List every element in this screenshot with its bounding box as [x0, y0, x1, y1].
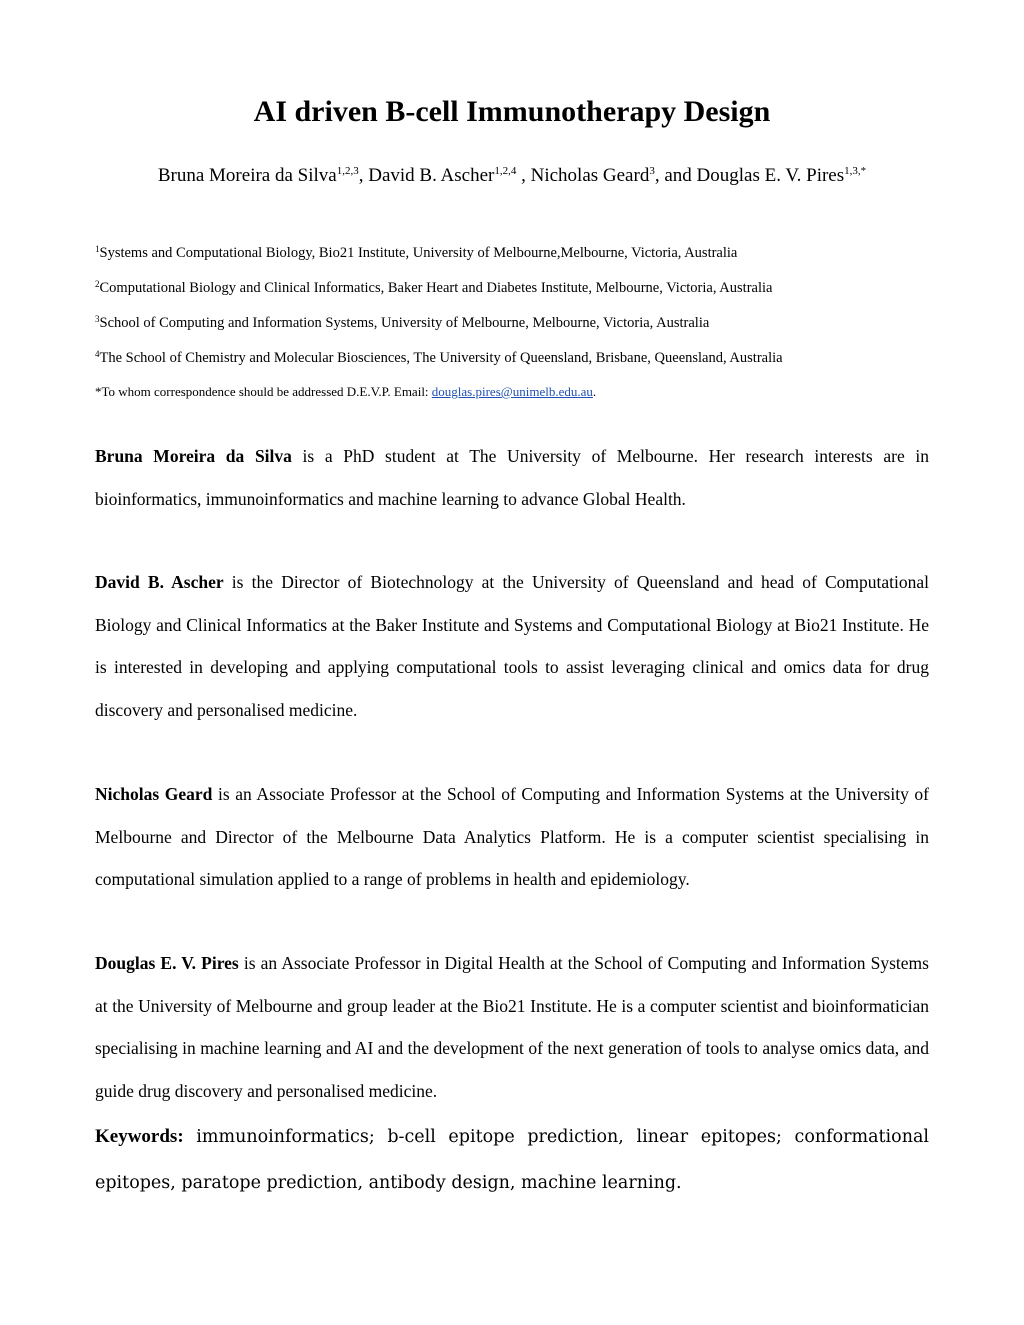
bio-paragraph [95, 561, 929, 731]
affiliation-text: School of Computing and Information Systems, University of Melbourne, Melbourne, Victoria, Australia [99, 315, 710, 331]
author-name: Douglas E. V. Pires [696, 165, 845, 186]
affiliation-text: Systems and Computational Biology, Bio21 Institute, University of Melbourne,Melbourne, Victoria, Australia [99, 245, 738, 261]
author-separator: , and [654, 165, 697, 186]
bio-name: Nicholas Geard [95, 784, 213, 804]
email-link[interactable]: douglas.pires@unimelb.edu.au [431, 384, 593, 399]
author-name: David B. Ascher [368, 165, 495, 186]
author-affiliation-marks: 1,2,3 [336, 165, 359, 177]
affiliation-2 [95, 278, 945, 298]
keywords-section [95, 1114, 929, 1206]
author-name: Bruna Moreira da Silva [157, 165, 337, 186]
bio-text: is an Associate Professor in Digital Health at the School of Computing and Information Systems at the University of Melbourne and group leader at the Bio21 Institute. He is a computer scientist and bioinformatician specialising in machine learning and AI and the development of the next generation of tools to analyse omics data, and guide drug discovery and personalised medicine. [95, 953, 929, 1101]
bio-text: is the Director of Biotechnology at the University of Queensland and head of Computational Biology and Clinical Informatics at the Baker Institute and Systems and Computational Biology at Bio21 Institute. He is interested in developing and applying computational tools to assist leveraging clinical and omics data for drug discovery and personalised medicine. [95, 572, 929, 720]
bio-text: is a PhD student at The University of Melbourne. Her research interests are in bioinformatics, immunoinformatics and machine learning to advance Global Health. [95, 446, 929, 509]
affiliation-3 [95, 313, 945, 333]
paper-title: AI driven B-cell Immunotherapy Design [253, 95, 771, 128]
author-name: Nicholas Geard [530, 165, 650, 186]
author-affiliation-marks: 1,3,* [844, 165, 867, 177]
affiliation-1 [95, 243, 945, 263]
bio-name: Douglas E. V. Pires [95, 953, 239, 973]
affiliation-4 [95, 348, 945, 368]
affiliation-number: 3 [95, 314, 100, 324]
correspondence-end: . [592, 384, 597, 399]
author-separator: , [358, 165, 369, 186]
keywords-text: immunoinformatics; b-cell epitope prediction, linear epitopes; conformational epitopes, paratope prediction, antibody design, machine learning. [95, 1127, 929, 1193]
bio-paragraph [95, 942, 929, 1112]
bio-name: David B. Ascher [95, 572, 224, 592]
affiliation-text: The School of Chemistry and Molecular Biosciences, The University of Queensland, Brisbane, Queensland, Australia [99, 350, 783, 366]
author-affiliation-marks: 3 [649, 165, 655, 177]
bio-text: is an Associate Professor at the School of Computing and Information Systems at the University of Melbourne and Director of the Melbourne Data Analytics Platform. He is a computer scientist specialising in computational simulation applied to a range of problems in health and epidemiology. [95, 784, 929, 889]
author-affiliation-marks: 1,2,4 [494, 165, 517, 177]
affiliation-number: 1 [95, 244, 100, 254]
author-separator: , [516, 165, 531, 186]
keywords-label: Keywords: [95, 1126, 184, 1147]
bio-name: Bruna Moreira da Silva [95, 446, 292, 466]
affiliation-number: 2 [95, 279, 100, 289]
bio-paragraph [95, 773, 929, 901]
correspondence-text: *To whom correspondence should be addressed D.E.V.P. Email: [95, 384, 432, 399]
bio-paragraph [95, 435, 929, 520]
affiliation-number: 4 [95, 349, 100, 359]
author-list [0, 160, 1024, 192]
correspondence-note [95, 382, 945, 402]
affiliation-text: Computational Biology and Clinical Informatics, Baker Heart and Diabetes Institute, Melbourne, Victoria, Australia [99, 280, 773, 296]
